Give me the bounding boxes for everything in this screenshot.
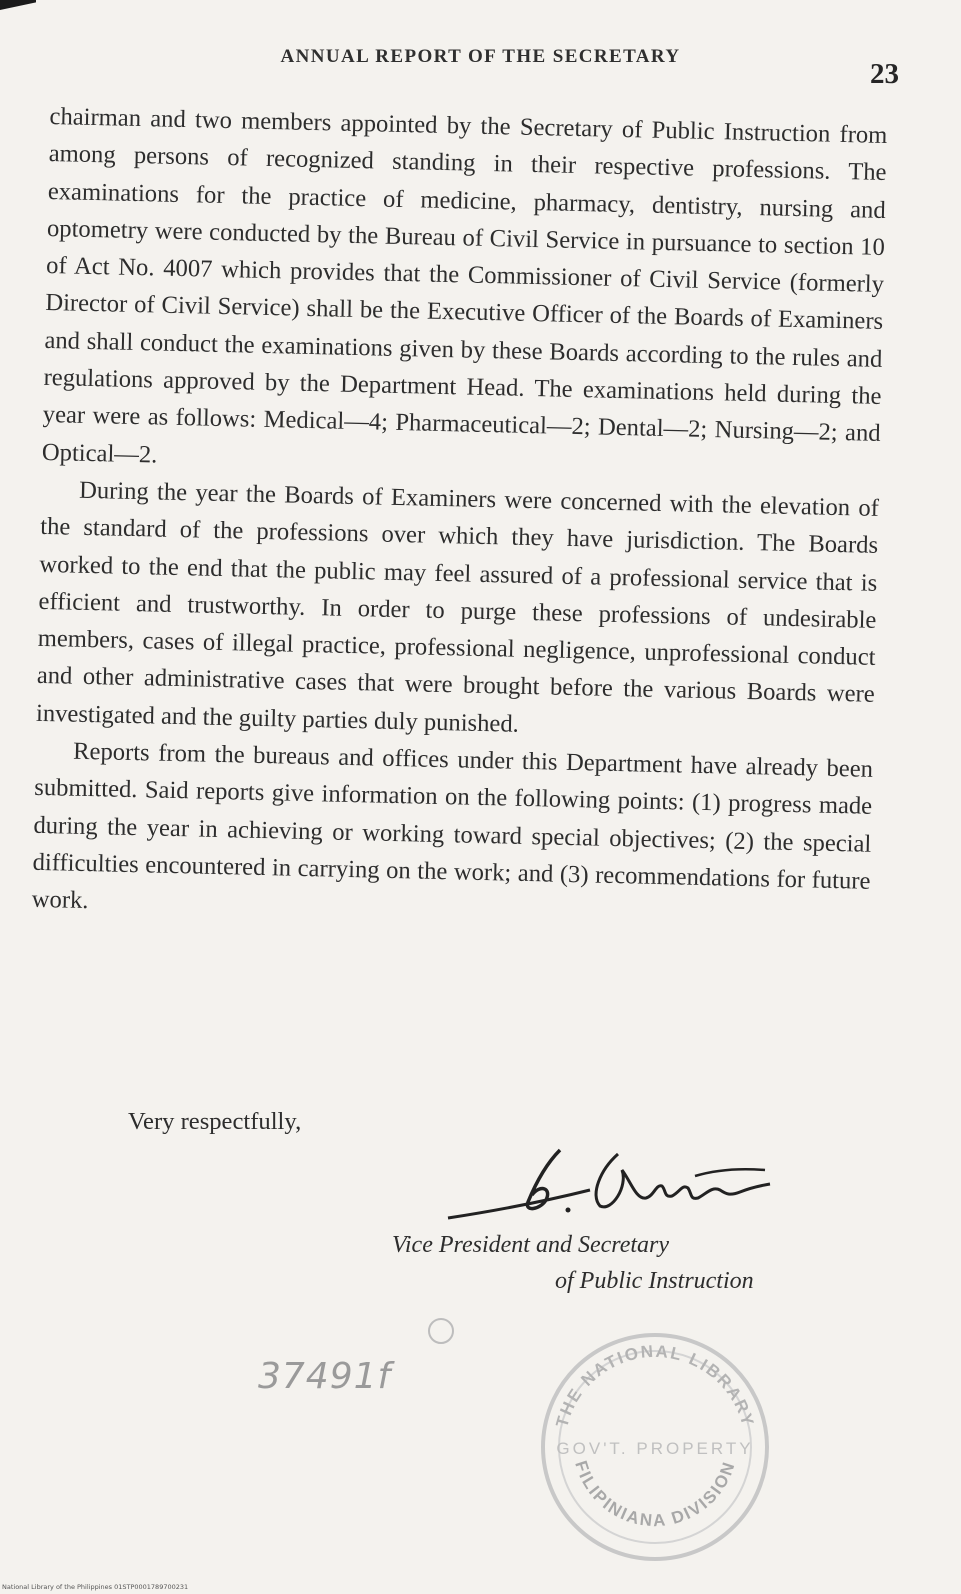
stamp-text-bottom: FILIPINIANA DIVISION xyxy=(571,1458,739,1531)
footer-credit: National Library of the Philippines 01STP0001789700231 xyxy=(2,1583,189,1591)
handwritten-accession-number: 37491f xyxy=(258,1356,392,1397)
body-text xyxy=(31,98,887,937)
paragraph-boards-of-examiners: During the year the Boards of Examiners were concerned with the elevation of the standard of the professions over which they have jurisdiction. The Boards worked to the end that the public may feel assured of a professional service that is efficient and trustworthy. In order to purge these professions of undesirable members, cases of illegal practice, professional negligence, unprofessional conduct and other administrative cases that were brought before the various Boards were investigated and the guilty parties duly punished. xyxy=(35,476,880,738)
running-head: ANNUAL REPORT OF THE SECRETARY xyxy=(280,46,681,67)
scan-corner-mark xyxy=(0,0,36,10)
handwritten-signature xyxy=(440,1140,790,1230)
closing-salutation: Very respectfully, xyxy=(128,1108,302,1135)
punch-hole-mark xyxy=(428,1318,454,1344)
stamp-text-top: THE NATIONAL LIBRARY xyxy=(552,1341,758,1430)
signatory-title-line2: of Public Instruction xyxy=(555,1268,754,1294)
signatory-title-line1: Vice President and Secretary xyxy=(392,1232,670,1258)
paragraph-continuation: chairman and two members appointed by the Secretary of Public Instruction from among persons of recognized standing in their respective professions. The examinations for the practice of medicine, pharmacy, dentistry, nursing and optometry were conducted by the Bureau of Civil Service in pursuance to section 10 of Act No. 4007 which provides that the Commissioner of Civil Service (formerly Director of Civil Service) shall be the Executive Officer of the Boards of Examiners and shall conduct the examinations given by these Boards according to the rules and regulations approved by the Department Head. The examinations held during the year were as follows: Medical—4; Pharmaceutical—2; Dental—2; Nursing—2; and Optical—2. xyxy=(41,102,888,469)
svg-text:THE NATIONAL LIBRARY xyxy=(552,1342,757,1430)
library-stamp xyxy=(530,1322,780,1572)
svg-text:FILIPINIANA DIVISION xyxy=(571,1458,739,1530)
page-number: 23 xyxy=(870,58,899,90)
stamp-text-middle: GOV'T. PROPERTY xyxy=(556,1439,754,1458)
paragraph-reports: Reports from the bureaus and offices under this Department have already been submitted. Said reports give information on the following points: (1) progress made during the year in achieving or working toward special objectives; (2) the special difficulties encountered in carrying on the work; and (3) recommendations for future work. xyxy=(31,737,874,915)
